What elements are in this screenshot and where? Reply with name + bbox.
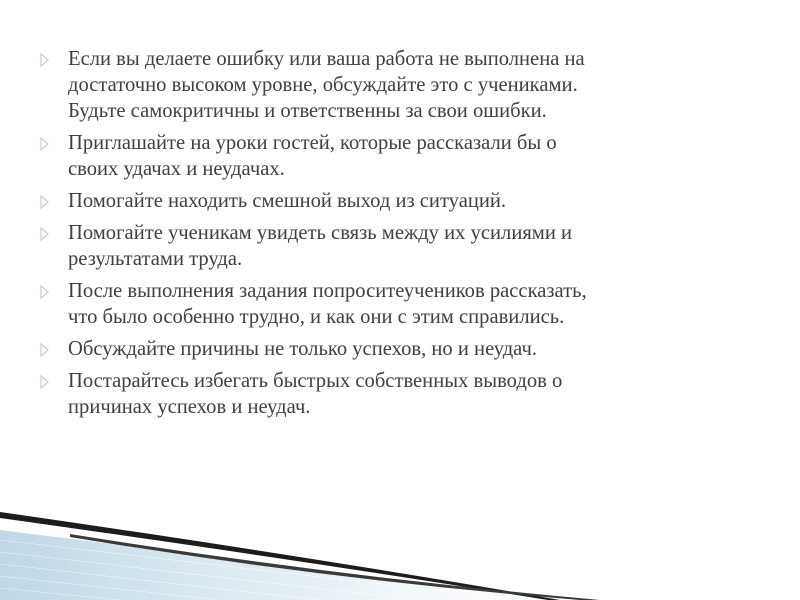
- bullet-line: Приглашайте на уроки гостей, которые рассказали бы о: [68, 132, 557, 154]
- hollow-arrow-bullet-icon: [40, 137, 50, 151]
- bullet-line: После выполнения задания попроситеучеников рассказать,: [68, 280, 587, 302]
- bullet-text: [68, 278, 780, 330]
- bullet-item: [40, 278, 780, 330]
- hollow-arrow-bullet-icon: [40, 53, 50, 67]
- decorative-swoosh: [0, 500, 800, 600]
- bullet-text: [68, 336, 780, 362]
- bullet-text: [68, 368, 780, 420]
- bullet-line: Если вы делаете ошибку или ваша работа не выполнена на: [68, 48, 585, 70]
- bullet-line: Постарайтесь избегать быстрых собственных выводов о: [68, 370, 563, 392]
- hollow-arrow-bullet-icon: [40, 227, 50, 241]
- bullet-item: [40, 220, 780, 272]
- hollow-arrow-bullet-icon: [40, 343, 50, 357]
- hollow-arrow-bullet-icon: [40, 195, 50, 209]
- bullet-line: Помогайте ученикам увидеть связь между их усилиями и: [68, 222, 573, 244]
- bullet-text: [68, 188, 780, 214]
- bullet-item: [40, 46, 780, 124]
- bullet-line: Будьте самокритичны и ответственны за свои ошибки.: [68, 100, 547, 122]
- bullet-line: результатами труда.: [68, 248, 243, 270]
- hollow-arrow-bullet-icon: [40, 375, 50, 389]
- hollow-arrow-bullet-icon: [40, 285, 50, 299]
- bullet-line: Помогайте находить смешной выход из ситуаций.: [68, 190, 507, 212]
- bullet-line: что было особенно трудно, и как они с этим справились.: [68, 306, 565, 328]
- bullet-line: причинах успехов и неудач.: [68, 396, 311, 418]
- bullet-text: [68, 130, 780, 182]
- bullet-item: [40, 130, 780, 182]
- bullet-line: своих удачах и неудачах.: [68, 158, 285, 180]
- bullet-text: [68, 46, 780, 124]
- bullet-line: Обсуждайте причины не только успехов, но и неудач.: [68, 338, 537, 360]
- bullet-line: достаточно высоком уровне, обсуждайте это с учениками.: [68, 74, 578, 96]
- bullet-item: [40, 336, 780, 362]
- bullet-text: [68, 220, 780, 272]
- bullet-item: [40, 188, 780, 214]
- bullet-item: [40, 368, 780, 420]
- bullet-list: [40, 46, 780, 426]
